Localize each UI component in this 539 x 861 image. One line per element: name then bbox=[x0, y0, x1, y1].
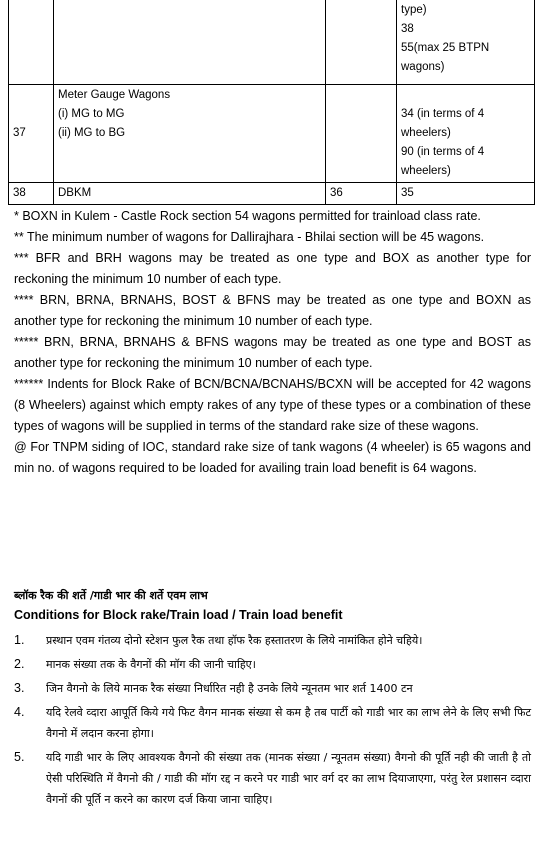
item-number: 3. bbox=[14, 681, 25, 695]
cell-line: 90 (in terms of 4 bbox=[401, 145, 485, 158]
table-row bbox=[9, 0, 535, 84]
wagon-description: DBKM bbox=[54, 182, 326, 204]
cell-line: wheelers) bbox=[401, 126, 451, 139]
item-text: यदि गाडी भार के लिए आवश्यक वैगनो की संख्या तक (मानक संख्या / न्यूनतम संख्या) वैगनो की पूर्ति नही की जाती है तो ऐसी परिस्थिति में वैगनो की / गाडी की मॉग रद्द न करने पर गाडी भार वर्ग दर का लाभ दियाजाएगा, परंतु रेल प्रशासन व्दारा वैगनों की पूर्ति न करने का कारण दर्ज किया जाना चाहिए। bbox=[46, 751, 531, 806]
list-item bbox=[14, 747, 531, 810]
conditions-list bbox=[14, 630, 531, 813]
serial-number: 37 bbox=[9, 84, 54, 182]
cell-line: 55(max 25 BTPN bbox=[401, 42, 490, 54]
table-cell bbox=[397, 84, 535, 182]
footnote: ** The minimum number of wagons for Dallirajhara - Bhilai section will be 45 wagons. bbox=[14, 230, 485, 244]
wagon-rake-table bbox=[8, 0, 535, 205]
table-cell bbox=[326, 84, 397, 182]
table-cell bbox=[54, 0, 326, 84]
item-text: प्रस्थान एवम गंतव्य दोनो स्टेशन फुल रैक तथा हॉफ रैक हस्तातरण के लिये नामांकित होने चहिये। bbox=[46, 634, 423, 647]
table-cell bbox=[9, 0, 54, 84]
table-cell: 35 bbox=[397, 182, 535, 204]
item-number: 2. bbox=[14, 657, 25, 671]
table-cell bbox=[326, 0, 397, 84]
cell-line: Meter Gauge Wagons bbox=[58, 88, 171, 101]
item-number: 1. bbox=[14, 633, 25, 647]
list-item bbox=[14, 702, 531, 744]
section-heading-hindi: ब्लॉक रैक की शर्ते /गाडी भार की शर्ते एवम लाभ bbox=[14, 589, 208, 602]
section-heading-english: Conditions for Block rake/Train load / Train load benefit bbox=[14, 608, 343, 622]
serial-number: 38 bbox=[9, 182, 54, 204]
cell-line: wagons) bbox=[401, 61, 445, 73]
item-text: जिन वैगनो के लिये मानक रैक संख्या निर्धारित नही है उनके लिये न्यूनतम भार शर्त 1400 टन bbox=[46, 682, 413, 695]
footnote: @ For TNPM siding of IOC, standard rake size of tank wagons (4 wheeler) is 65 wagons and min no. of wagons required to be loaded for availing train load benefit is 64 wagons. bbox=[14, 440, 531, 475]
cell-line: 34 (in terms of 4 bbox=[401, 107, 485, 120]
table-row bbox=[9, 84, 535, 182]
footnotes bbox=[14, 206, 531, 479]
table-cell: 36 bbox=[326, 182, 397, 204]
list-item bbox=[14, 654, 531, 675]
cell-line: type) bbox=[401, 4, 427, 16]
cell-line: 38 bbox=[401, 23, 414, 35]
cell-line: (i) MG to MG bbox=[58, 107, 125, 120]
cell-line: wheelers) bbox=[401, 164, 451, 177]
list-item bbox=[14, 630, 531, 651]
footnote: ***** BRN, BRNA, BRNAHS & BFNS wagons may be treated as one type and BOST as another type for reckoning the minimum 10 number of each type. bbox=[14, 335, 531, 370]
cell-line: (ii) MG to BG bbox=[58, 126, 126, 139]
item-number: 4. bbox=[14, 705, 25, 719]
footnote: * BOXN in Kulem - Castle Rock section 54 wagons permitted for trainload class rate. bbox=[14, 209, 481, 223]
footnote: *** BFR and BRH wagons may be treated as one type and BOX as another type for reckoning the minimum 10 number of each type. bbox=[14, 251, 531, 286]
item-text: मानक संख्या तक के वैगनों की मॉग की जानी चाहिए। bbox=[46, 658, 256, 671]
wagon-description bbox=[54, 84, 326, 182]
footnote: **** BRN, BRNA, BRNAHS, BOST & BFNS may be treated as one type and BOXN as another type for reckoning the minimum 10 number of each type. bbox=[14, 293, 531, 328]
item-number: 5. bbox=[14, 750, 25, 764]
table-row bbox=[9, 182, 535, 204]
list-item bbox=[14, 678, 531, 699]
table-cell bbox=[397, 0, 535, 84]
item-text: यदि रेलवे व्दारा आपूर्ति किये गये फिट वैगन मानक संख्या से कम है तब पार्टी को गाडी भार का लाभ लेने के लिए सभी फिट वैगनो में लदान करना होगा। bbox=[46, 706, 531, 740]
footnote: ****** Indents for Block Rake of BCN/BCNA/BCNAHS/BCXN will be accepted for 42 wagons (8 Wheelers) against which empty rakes of any type of these types or a combination of these types of wagons will be supplied in terms of the standard rake size of these wagons. bbox=[14, 377, 531, 433]
